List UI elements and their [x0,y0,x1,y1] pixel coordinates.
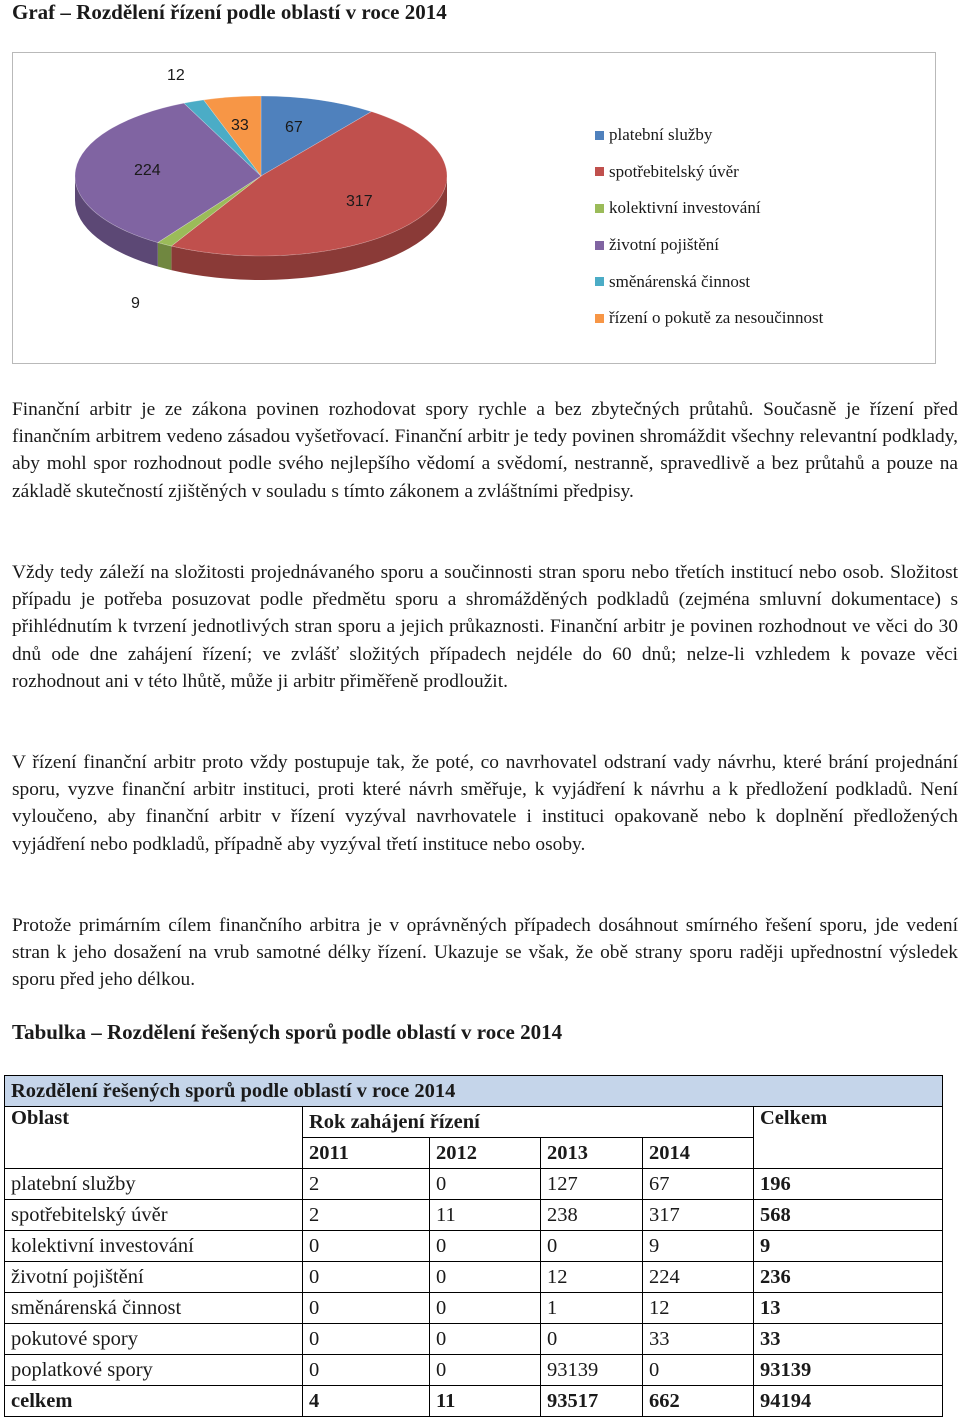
cell-value: 238 [541,1200,643,1231]
cell-value: 1 [541,1293,643,1324]
pie-chart [12,52,936,364]
cell-value: 0 [430,1293,541,1324]
legend-item [595,300,823,337]
cell-area: platební služby [5,1169,303,1200]
column-header-year-group: Rok zahájení řízení [303,1107,754,1138]
table-title: Tabulka – Rozdělení řešených sporů podle oblastí v roce 2014 [12,1020,563,1044]
legend-swatch [595,204,604,213]
table-caption: Rozdělení řešených sporů podle oblastí v roce 2014 [5,1076,943,1107]
paragraph: Protože primárním cílem finančního arbitra je v oprávněných případech dosáhnout smírného řešení sporu, jde vedení stran k jeho dosažení na vrub samotné délky řízení. Ukazuje se však, že obě strany sporu raději upřednostní výsledek sporu před jeho délkou. [12,915,958,991]
cell-total: 236 [754,1262,943,1293]
column-header-year: 2014 [643,1138,754,1169]
cell-value: 317 [643,1200,754,1231]
paragraph: V řízení finanční arbitr proto vždy postupuje tak, že poté, co navrhovatel odstraní vady návrhu, které brání projednání sporu, vyzve finanční arbitr instituci, proti které návrh směřuje, k vyjádření k návrhu a k předložení podkladů. Není vyloučeno, aby finanční arbitr v řízení vyzýval navrhovatele i instituci opakovaně nebo k doplnění předložených vyjádření nebo podkladů, případně aby vyzýval třetí instituce nebo osoby. [12,752,958,855]
cell-value: 12 [643,1293,754,1324]
cell-area: pokutové spory [5,1324,303,1355]
table-header-row [5,1107,943,1138]
table-row [5,1355,943,1386]
cell-value: 4 [303,1386,430,1417]
legend-label: kolektivní investování [609,198,761,218]
legend-item [595,227,823,264]
cell-total: 93139 [754,1355,943,1386]
pie-value-label: 67 [285,119,303,136]
legend-swatch [595,314,604,323]
legend-label: řízení o pokutě za nesoučinnost [609,308,824,328]
cell-area: poplatkové spory [5,1355,303,1386]
cell-value: 9 [643,1231,754,1262]
cell-value: 33 [643,1324,754,1355]
cell-value: 0 [303,1293,430,1324]
legend-swatch [595,167,604,176]
legend-label: spotřebitelský úvěr [609,161,739,181]
legend-item [595,190,823,227]
legend-item [595,263,823,300]
table-row [5,1169,943,1200]
legend-label: životní pojištění [609,235,720,255]
pie-value-label: 9 [131,295,140,312]
pie-slice-side [158,243,172,271]
table-sum-row [5,1386,943,1417]
cell-value: 11 [430,1386,541,1417]
cell-total: 13 [754,1293,943,1324]
cell-value: 0 [303,1231,430,1262]
legend-swatch [595,241,604,250]
cell-value: 127 [541,1169,643,1200]
paragraph: Vždy tedy záleží na složitosti projednávaného sporu a součinnosti stran sporu nebo třetích institucí nebo osob. Složitost případu je potřeba posuzovat podle předmětu sporu a shromážděných podkladů (zejména smluvní dokumentace) s přihlédnutím k tvrzení jednotlivých stran sporu a jejich průkaznosti. Finanční arbitr je povinen rozhodnout ve věci do 30 dnů ode dne zahájení řízení; ve zvlášť složitých případech nejdéle do 60 dnů; nelze-li vzhledem k povaze věci rozhodnout ani v této lhůtě, může ji arbitr přiměřeně prodloužit. [12,562,958,692]
cell-total: 33 [754,1324,943,1355]
cell-value: 0 [430,1324,541,1355]
cell-total: 568 [754,1200,943,1231]
cell-value: 2 [303,1200,430,1231]
pie-value-label: 12 [167,67,185,84]
table-row [5,1231,943,1262]
cell-area: životní pojištění [5,1262,303,1293]
legend-label: platební služby [609,125,713,145]
cell-value: 12 [541,1262,643,1293]
column-header-year: 2013 [541,1138,643,1169]
cell-value: 0 [430,1262,541,1293]
cell-value: 0 [430,1231,541,1262]
column-header-year: 2012 [430,1138,541,1169]
table-row [5,1200,943,1231]
cell-value: 0 [541,1324,643,1355]
cell-value: 2 [303,1169,430,1200]
column-header-area: Oblast [5,1107,303,1169]
cell-area: směnárenská činnost [5,1293,303,1324]
cell-value: 0 [303,1262,430,1293]
cell-area: spotřebitelský úvěr [5,1200,303,1231]
chart-title: Graf – Rozdělení řízení podle oblastí v roce 2014 [12,0,447,24]
legend-swatch [595,277,604,286]
cell-total: 196 [754,1169,943,1200]
cell-value: 0 [430,1355,541,1386]
disputes-table [4,1075,943,1417]
cell-value: 0 [303,1324,430,1355]
cell-value: 0 [303,1355,430,1386]
cell-area: kolektivní investování [5,1231,303,1262]
cell-area: celkem [5,1386,303,1417]
table-caption-row [5,1076,943,1107]
paragraph: Finanční arbitr je ze zákona povinen rozhodovat spory rychle a bez zbytečných průtahů. Současně je řízení před finančním arbitrem vedeno zásadou vyšetřovací. Finanční arbitr je tedy povinen shromáždit všechny relevantní podklady, aby mohl spor rozhodnout podle svého nejlepšího vědomí a svědomí, nestranně, spravedlivě a bez průtahů a pouze na základě skutečností zjištěných v souladu s tímto zákonem a zvláštními předpisy. [12,399,958,502]
column-header-year: 2011 [303,1138,430,1169]
cell-value: 93517 [541,1386,643,1417]
cell-value: 93139 [541,1355,643,1386]
legend-item [595,117,823,154]
chart-legend [595,117,823,337]
cell-value: 0 [430,1169,541,1200]
column-header-total: Celkem [754,1107,943,1169]
cell-value: 11 [430,1200,541,1231]
cell-value: 67 [643,1169,754,1200]
table-row [5,1262,943,1293]
cell-value: 0 [541,1231,643,1262]
legend-swatch [595,131,604,140]
pie-value-label: 224 [134,162,161,179]
legend-item [595,154,823,191]
cell-total: 94194 [754,1386,943,1417]
cell-total: 9 [754,1231,943,1262]
cell-value: 0 [643,1355,754,1386]
table-row [5,1324,943,1355]
cell-value: 662 [643,1386,754,1417]
table-row [5,1293,943,1324]
cell-value: 224 [643,1262,754,1293]
legend-label: směnárenská činnost [609,271,751,291]
pie-value-label: 33 [231,117,249,134]
pie-value-label: 317 [346,193,373,210]
